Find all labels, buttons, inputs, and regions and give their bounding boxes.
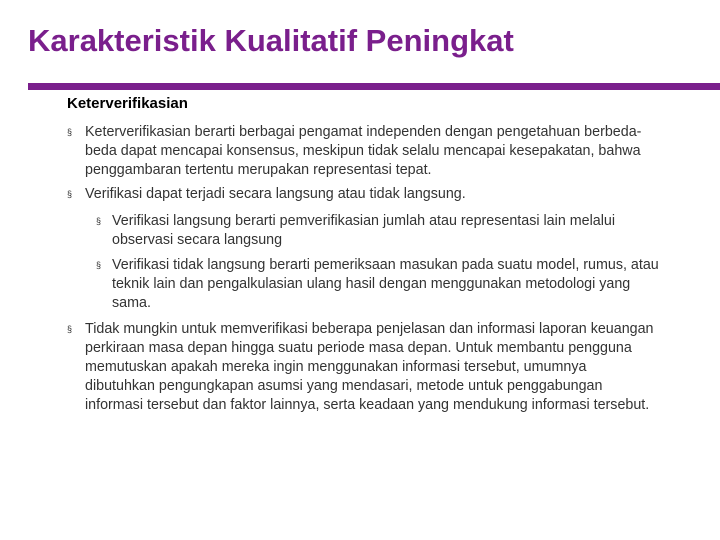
sub-bullet-item: [96, 256, 671, 313]
square-bullet-icon: §: [96, 216, 102, 226]
bullet-text: Verifikasi langsung berarti pemverifikasian jumlah atau representasi lain melalui observasi secara langsung: [112, 213, 616, 248]
square-bullet-icon: §: [67, 189, 73, 199]
square-bullet-icon: §: [96, 260, 102, 270]
slide-title: Karakteristik Kualitatif Peningkat: [28, 23, 514, 58]
title-underline: [28, 83, 720, 90]
square-bullet-icon: §: [67, 127, 73, 137]
bullet-text: Verifikasi dapat terjadi secara langsung atau tidak langsung.: [85, 186, 466, 202]
bullet-item: [67, 320, 657, 415]
section-heading: Keterverifikasian: [67, 95, 188, 112]
sub-bullet-item: [96, 212, 631, 250]
bullet-item: [67, 185, 687, 204]
bullet-item: [67, 123, 647, 180]
square-bullet-icon: §: [67, 324, 73, 334]
bullet-text: Verifikasi tidak langsung berarti pemeriksaan masukan pada suatu model, rumus, atau teknik lain dan pengalkulasian ulang hasil dengan menggunakan metodologi yang sama.: [112, 257, 659, 311]
bullet-text: Tidak mungkin untuk memverifikasi beberapa penjelasan dan informasi laporan keuangan perkiraan masa depan hingga suatu periode masa depan. Untuk membantu pengguna memutuskan apakah mereka ingin menggunakan informasi tersebut, umumnya dibutuhkan pengungkapan asumsi yang mendasari, metode untuk penggabungan informasi tersebut dan faktor lainnya, serta keadaan yang mendukung informasi tersebut.: [85, 321, 654, 413]
bullet-text: Keterverifikasian berarti berbagai pengamat independen dengan pengetahuan berbeda-beda dapat mencapai konsensus, meskipun tidak selalu mencapai kesepakatan, bahwa penggambaran tertentu merupakan representasi tepat.: [85, 124, 642, 178]
